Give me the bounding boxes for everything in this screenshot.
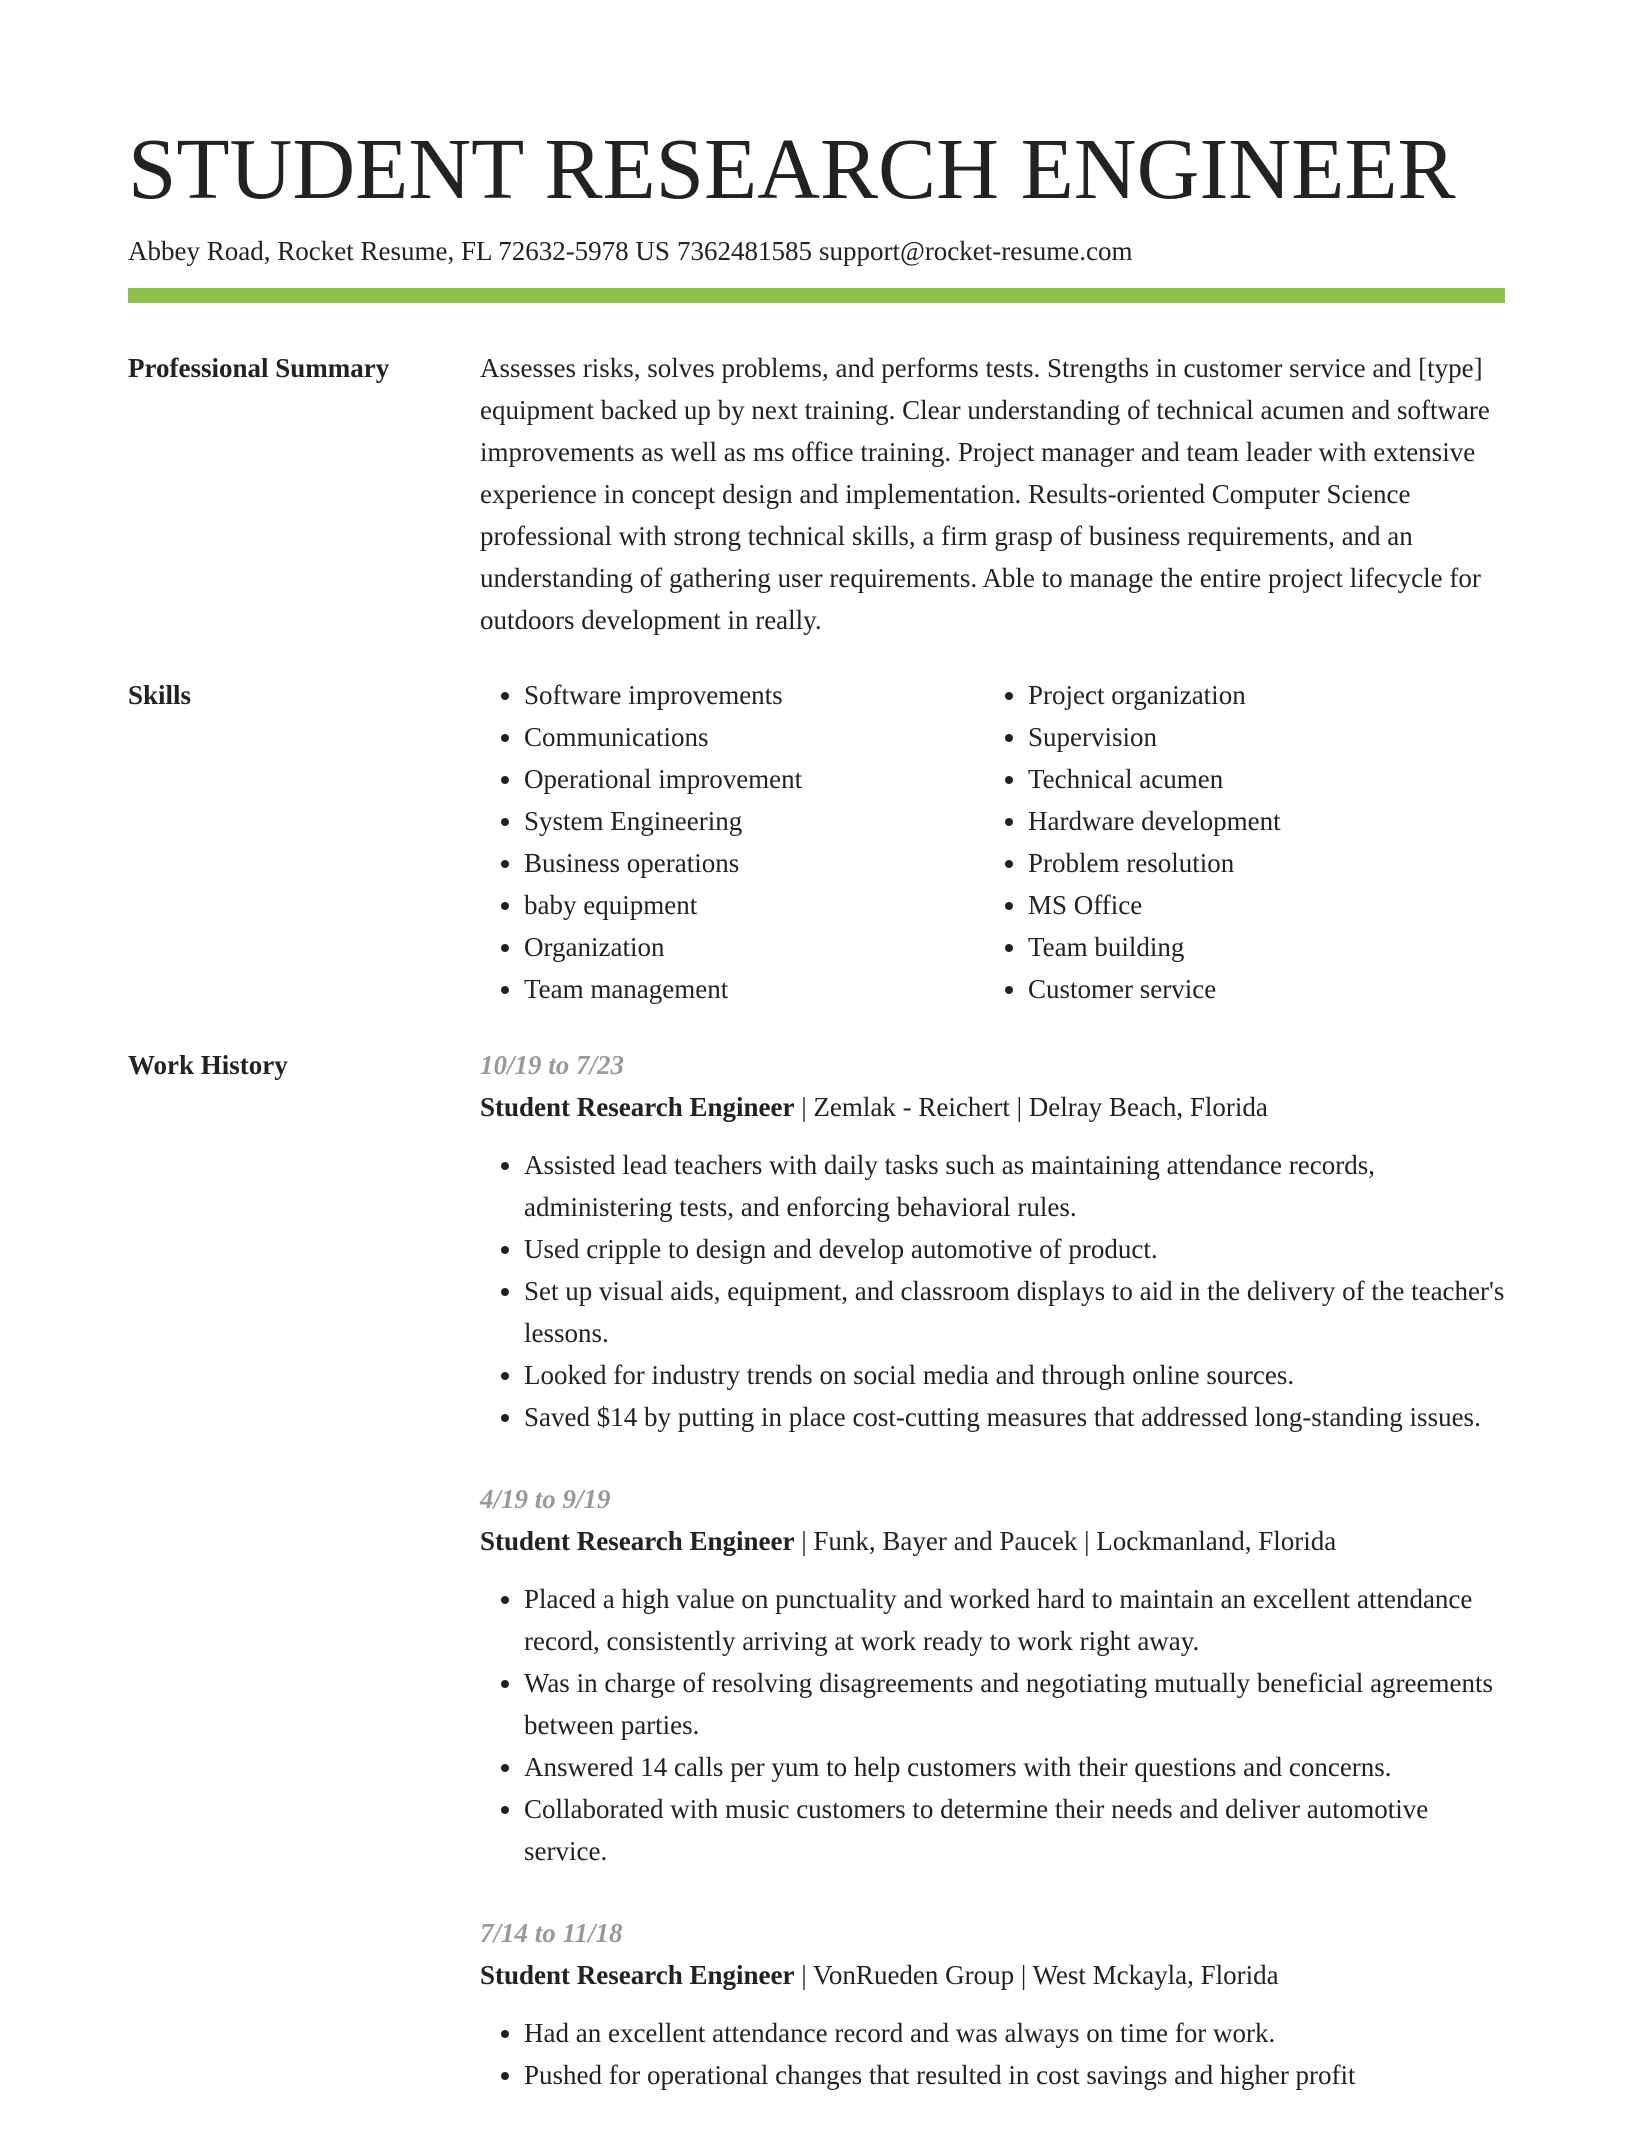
job-date: 4/19 to 9/19 — [480, 1484, 611, 1514]
work-history-body — [480, 1044, 1505, 2136]
job-title: Student Research Engineer — [480, 1960, 795, 1990]
job-title-line — [480, 1954, 1505, 1996]
skill-item: • Technical acumen — [1028, 758, 1488, 800]
summary-section — [128, 347, 1505, 641]
contact-address: Abbey Road, Rocket Resume, FL 72632-5978 US — [128, 236, 670, 266]
job-bullet: • Looked for industry trends on social media and through online sources. — [524, 1354, 1505, 1396]
job-bullet: • Answered 14 calls per yum to help customers with their questions and concerns. — [524, 1746, 1505, 1788]
skill-item: • Team building — [1028, 926, 1488, 968]
resume-page — [128, 0, 1505, 2136]
contact-phone: 7362481585 — [676, 236, 812, 266]
accent-divider — [128, 288, 1505, 303]
job-bullet: • Placed a high value on punctuality and worked hard to maintain an excellent attendance record, consistently arriving at work ready to work right away. — [524, 1578, 1505, 1662]
job-bullets — [480, 1578, 1505, 1872]
skill-item: • Problem resolution — [1028, 842, 1488, 884]
skill-item: • Operational improvement — [524, 758, 984, 800]
job-bullet: • Saved $14 by putting in place cost-cutting measures that addressed long-standing issues. — [524, 1396, 1505, 1438]
job-date: 7/14 to 11/18 — [480, 1918, 623, 1948]
skills-section — [128, 674, 1505, 1010]
skill-item: • Software improvements — [524, 674, 984, 716]
summary-text: Assesses risks, solves problems, and performs tests. Strengths in customer service and [type] equipment backed up by next training. Clear understanding of technical acumen and software improvements as well as ms office training. Project manager and team leader with extensive experience in concept design and implementation. Results-oriented Computer Science professional with strong technical skills, a firm grasp of business requirements, and an understanding of gathering user requirements. Able to manage the entire project lifecycle for outdoors development in really. — [480, 353, 1490, 635]
job-entry — [480, 1912, 1505, 2096]
job-bullet: • Assisted lead teachers with daily tasks such as maintaining attendance records, administering tests, and enforcing behavioral rules. — [524, 1144, 1505, 1228]
job-title: Student Research Engineer — [480, 1092, 795, 1122]
summary-body — [480, 347, 1505, 641]
contact-line — [128, 234, 1505, 268]
job-bullet: • Set up visual aids, equipment, and classroom displays to aid in the delivery of the teacher's lessons. — [524, 1270, 1505, 1354]
job-bullet: • Was in charge of resolving disagreements and negotiating mutually beneficial agreements between parties. — [524, 1662, 1505, 1746]
job-title-line — [480, 1520, 1505, 1562]
skill-item: • Customer service — [1028, 968, 1488, 1010]
skill-item: • Supervision — [1028, 716, 1488, 758]
job-employer-location: | Funk, Bayer and Paucek | Lockmanland, Florida — [794, 1526, 1337, 1556]
skill-item: • Team management — [524, 968, 984, 1010]
job-employer-location: | Zemlak - Reichert | Delray Beach, Florida — [794, 1092, 1268, 1122]
work-history-heading: Work History — [128, 1050, 288, 1080]
job-title: Student Research Engineer — [480, 1526, 795, 1556]
skills-column-right — [984, 674, 1488, 1010]
skill-item: • MS Office — [1028, 884, 1488, 926]
summary-heading: Professional Summary — [128, 353, 390, 383]
job-entry — [480, 1478, 1505, 1872]
skills-body — [480, 674, 1505, 1010]
skill-item: • Business operations — [524, 842, 984, 884]
skill-item: • Communications — [524, 716, 984, 758]
job-employer-location: | VonRueden Group | West Mckayla, Florida — [794, 1960, 1279, 1990]
job-date: 10/19 to 7/23 — [480, 1050, 625, 1080]
skill-item: • Hardware development — [1028, 800, 1488, 842]
skills-column-left — [480, 674, 984, 1010]
skill-item: • Project organization — [1028, 674, 1488, 716]
job-bullet: • Used cripple to design and develop automotive of product. — [524, 1228, 1505, 1270]
job-title-line — [480, 1086, 1505, 1128]
skills-heading: Skills — [128, 680, 192, 710]
skill-item: • Organization — [524, 926, 984, 968]
skill-item: • System Engineering — [524, 800, 984, 842]
skill-item: • baby equipment — [524, 884, 984, 926]
job-entry — [480, 1044, 1505, 1438]
contact-email: support@rocket-resume.com — [818, 236, 1133, 266]
resume-name: STUDENT RESEARCH ENGINEER — [128, 120, 1456, 217]
job-bullets — [480, 2012, 1505, 2096]
work-history-section — [128, 1044, 1505, 2136]
job-bullet: • Collaborated with music customers to determine their needs and deliver automotive service. — [524, 1788, 1505, 1872]
job-bullet: • Pushed for operational changes that resulted in cost savings and higher profit — [524, 2054, 1505, 2096]
job-bullets — [480, 1144, 1505, 1438]
job-bullet: • Had an excellent attendance record and was always on time for work. — [524, 2012, 1505, 2054]
